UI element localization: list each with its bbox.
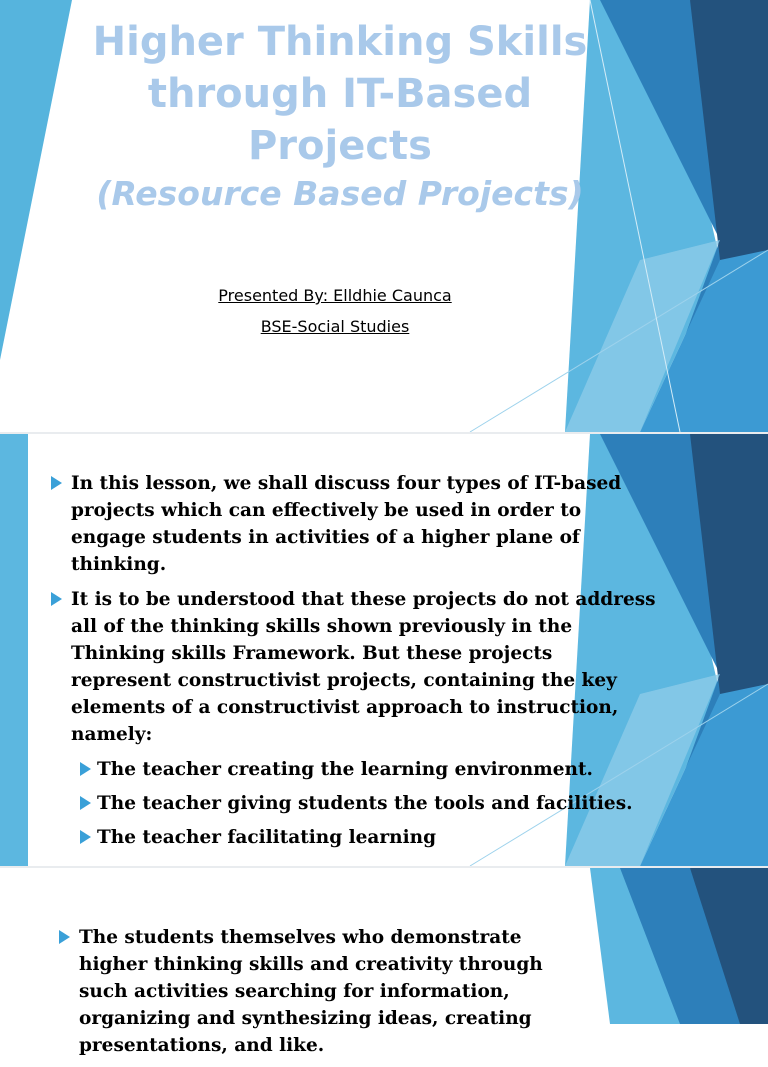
slide-title-text xyxy=(60,16,620,216)
triangle-bullet-icon xyxy=(51,592,62,606)
triangle-bullet-icon xyxy=(51,476,62,490)
list-item-text: In this lesson, we shall discuss four types of IT-based projects which can effectively be used in order to engage students in activities of a higher plane of thinking. xyxy=(71,473,622,575)
list-item-text: The teacher creating the learning environment. xyxy=(97,759,593,780)
triangle-bullet-icon xyxy=(59,930,70,944)
slide-title xyxy=(0,0,768,432)
sub-list-item xyxy=(74,756,658,783)
bullet-list xyxy=(56,924,576,1067)
sub-list-item xyxy=(74,824,658,851)
slide-content-continued xyxy=(0,868,768,1056)
sub-list-item xyxy=(74,790,658,817)
title-subtitle: (Resource Based Projects) xyxy=(96,174,584,213)
course-name: BSE-Social Studies xyxy=(260,317,410,336)
triangle-bullet-icon xyxy=(80,830,91,844)
list-item xyxy=(56,924,576,1059)
bullet-list xyxy=(48,470,658,858)
list-item xyxy=(48,470,658,578)
triangle-bullet-icon xyxy=(80,796,91,810)
triangle-bullet-icon xyxy=(80,762,91,776)
presenter-name: Presented By: Elldhie Caunca xyxy=(218,286,452,305)
list-item-text: It is to be understood that these projects do not address all of the thinking skills shown previously in the Thinking skills Framework. But these projects represent constructivist projects, containing the key elements of a constructivist approach to instruction, namely: xyxy=(71,589,656,745)
list-item-text: The teacher giving students the tools and facilities. xyxy=(97,793,633,814)
list-item-text: The students themselves who demonstrate higher thinking skills and creativity through such activities searching for information, organizing and synthesizing ideas, creating presentations, and like. xyxy=(79,927,543,1056)
title-main: Higher Thinking Skills through IT-Based Projects xyxy=(92,19,588,169)
list-item xyxy=(48,586,658,748)
slide-content xyxy=(0,434,768,866)
list-item-text: The teacher facilitating learning xyxy=(97,827,437,848)
